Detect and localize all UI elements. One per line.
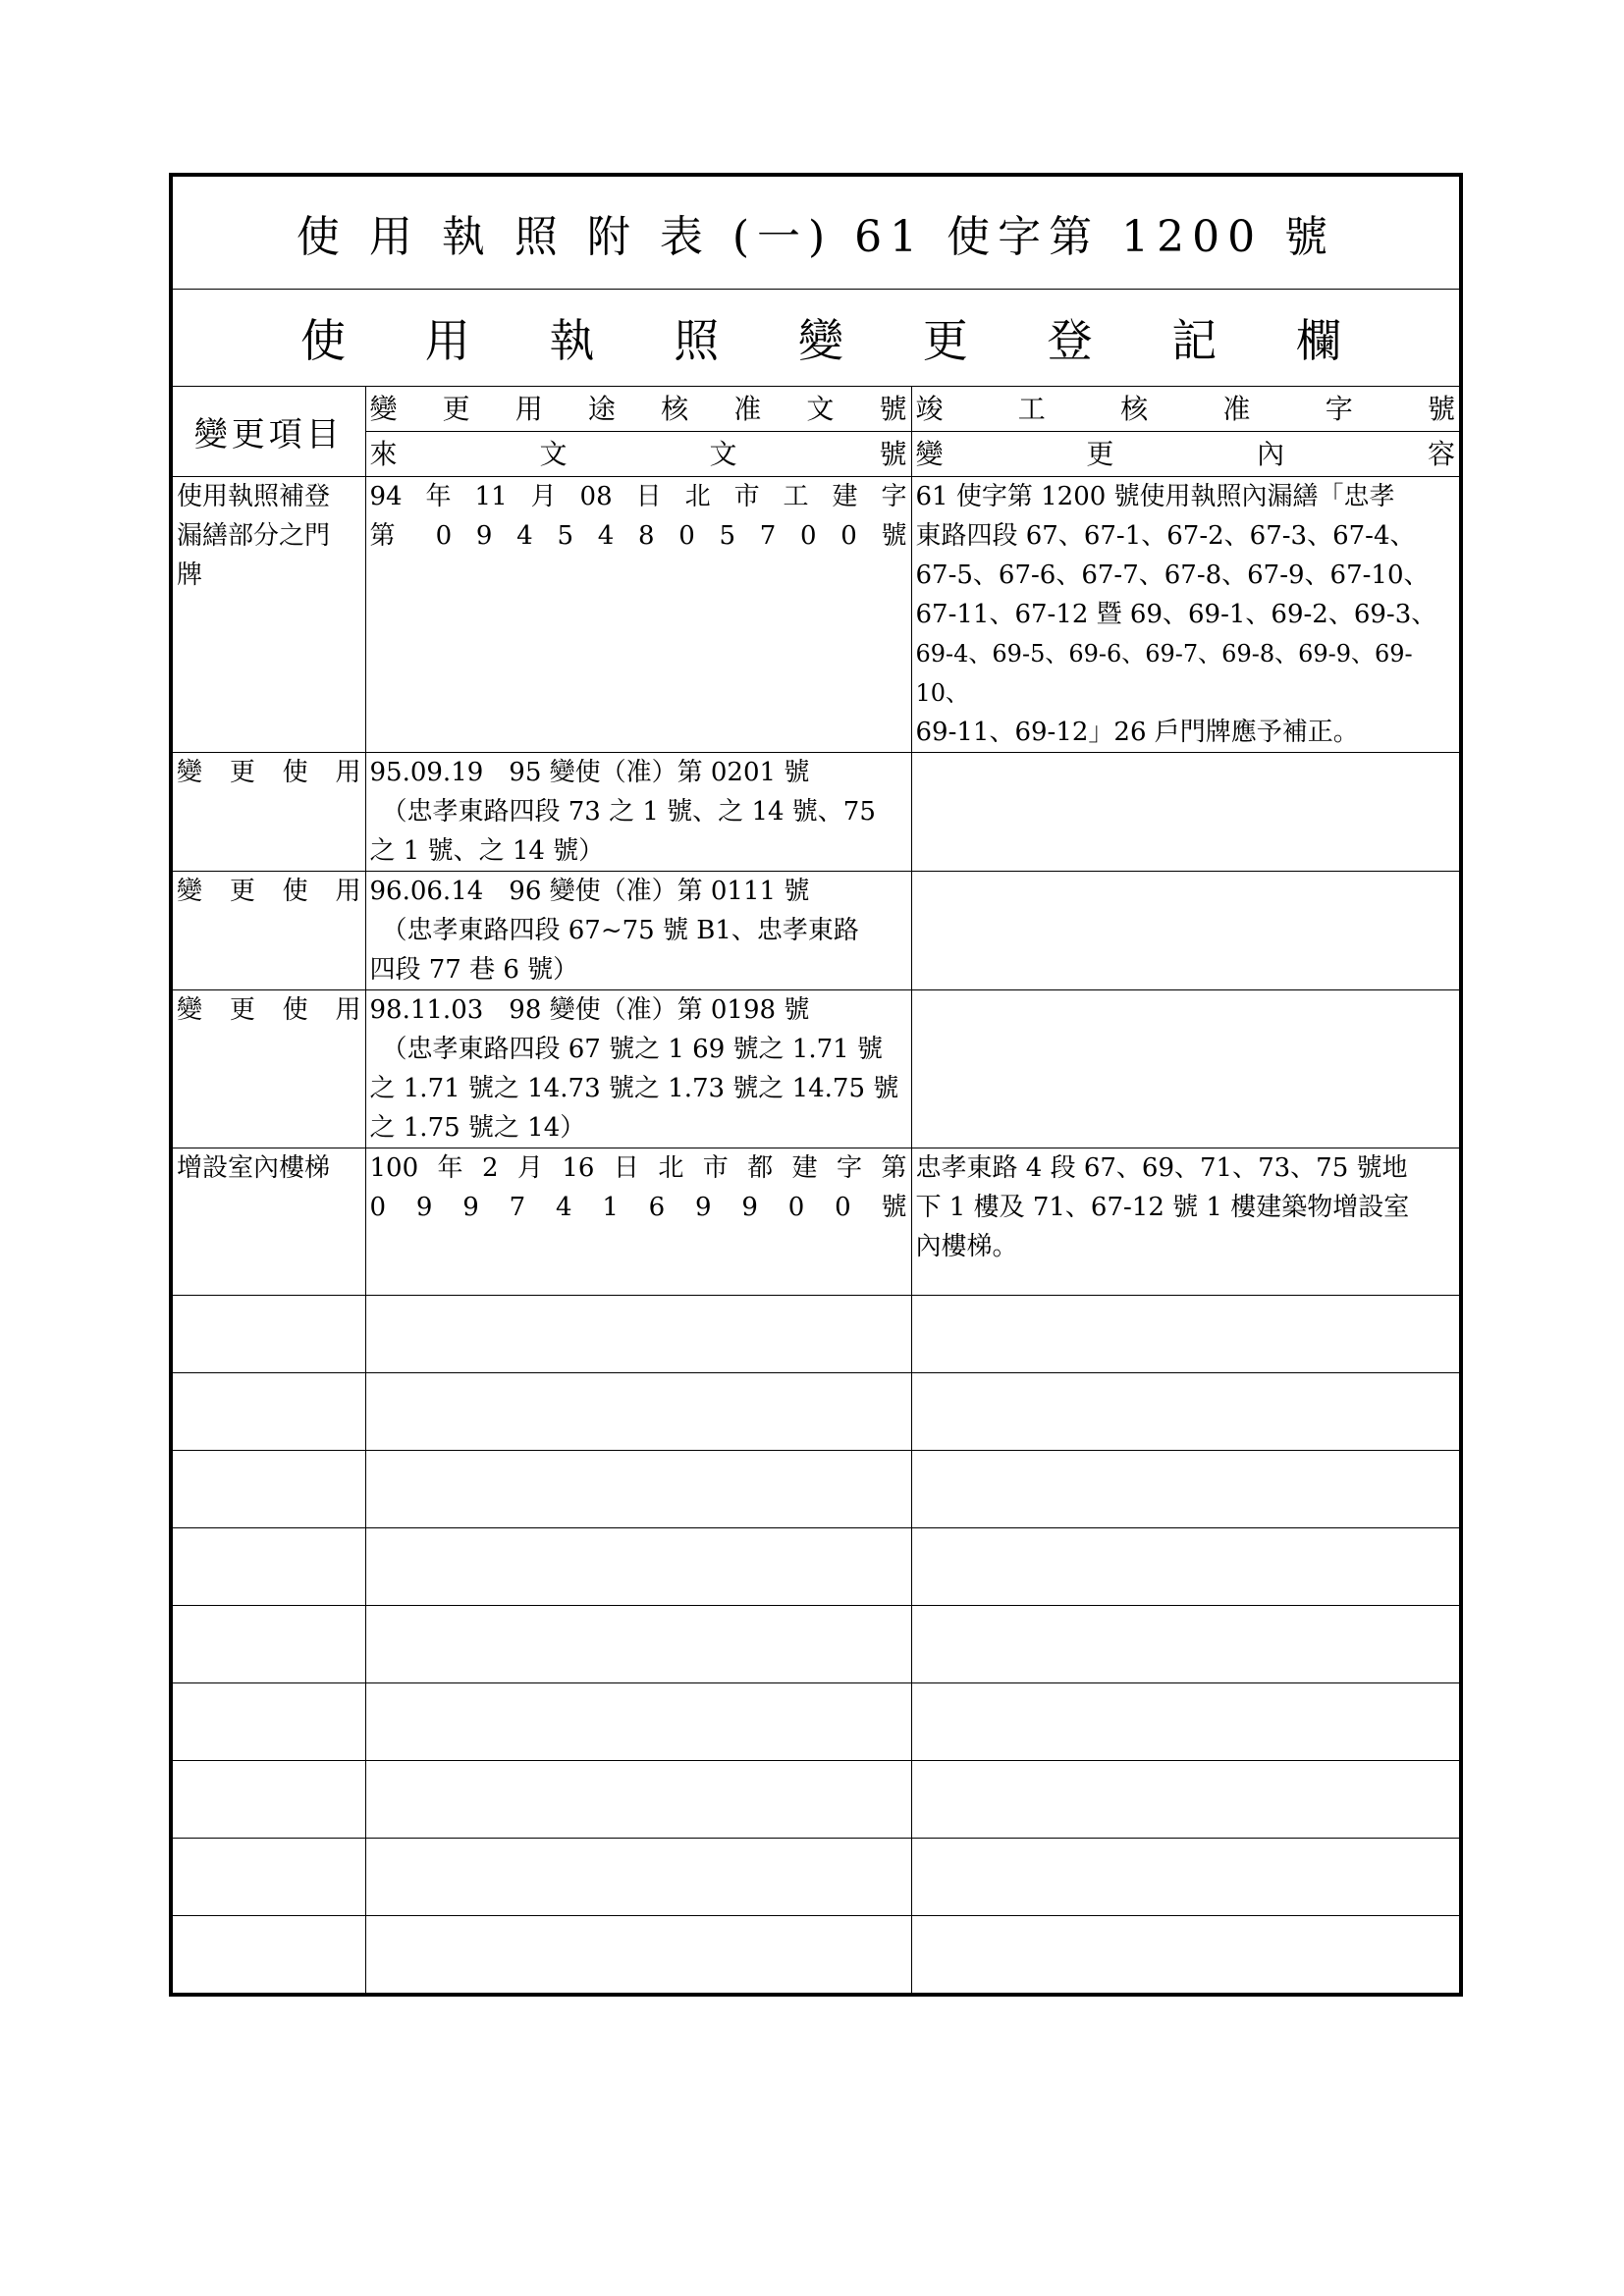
row-change-content [911,1148,1461,1296]
column-header-completion-number [911,387,1461,432]
empty-cell [911,1606,1461,1683]
empty-cell [365,1528,911,1606]
row-item [171,753,365,872]
empty-cell [911,1839,1461,1916]
row-document-number [365,753,911,872]
row-content-line: 東路四段 67、67-1、67-2、67-3、67-4、 [915,521,1416,551]
row-item-line: 牌 [177,561,203,590]
row-content-line: 61 使字第 1200 號使用執照內漏繕「忠孝 [915,482,1395,511]
column-header-approval-number-text: 變更用途核准文號 [369,393,907,425]
row-content-line: 下 1 樓及 71、67-12 號 1 樓建築物增設室 [915,1193,1410,1222]
row-content-line: 67-11、67-12 暨 69、69-1、69-2、69-3、 [915,600,1437,629]
row-document-number [365,477,911,753]
row-item-line: 使用執照補登 [177,482,331,511]
empty-table-row [171,1451,1461,1528]
table-row [171,872,1461,990]
row-document-line: 94年11月08日北市工建字 [369,482,907,511]
row-item-line: 變更使用 [177,995,361,1025]
empty-table-row [171,1373,1461,1451]
empty-cell [171,1451,365,1528]
empty-cell [365,1683,911,1761]
document-title: 使 用 執 照 附 表 (一) 61 使字第 1200 號 [171,175,1461,290]
row-change-content [911,872,1461,990]
row-change-content [911,477,1461,753]
table-row [171,477,1461,753]
row-document-line: （忠孝東路四段 73 之 1 號、之 14 號、75 [381,797,876,827]
row-document-line: 0 9 9 7 4 1 6 9 9 0 0 號 [369,1193,907,1222]
empty-cell [171,1916,365,1996]
row-document-line: 之 1.75 號之 14） [369,1113,586,1143]
row-document-line: 100年2月16日北市都建字第 [369,1153,907,1183]
empty-table-row [171,1528,1461,1606]
column-header-incoming-number-text: 來文文號 [369,438,907,470]
row-item [171,1148,365,1296]
empty-cell [911,1528,1461,1606]
row-document-line: 之 1 號、之 14 號） [369,836,605,866]
empty-cell [171,1839,365,1916]
empty-cell [911,1296,1461,1373]
empty-cell [365,1761,911,1839]
empty-table-row [171,1916,1461,1996]
empty-cell [911,1761,1461,1839]
empty-cell [171,1683,365,1761]
row-document-line: 95.09.19 95 變使（准）第 0201 號 [369,758,810,787]
row-change-content [911,753,1461,872]
empty-cell [171,1373,365,1451]
row-document-number [365,990,911,1148]
empty-cell [911,1916,1461,1996]
row-document-line: （忠孝東路四段 67 號之 1 69 號之 1.71 號 [381,1035,883,1064]
column-header-change-content [911,432,1461,477]
row-document-line: 第 0 9 4 5 4 8 0 5 7 0 0 號 [369,521,907,551]
row-item [171,990,365,1148]
row-document-line: 之 1.71 號之 14.73 號之 1.73 號之 14.75 號 [369,1074,899,1103]
row-item-line: 變更使用 [177,758,361,787]
empty-cell [171,1761,365,1839]
empty-cell [171,1296,365,1373]
row-item-line: 變更使用 [177,877,361,906]
section-header [171,290,1461,387]
empty-table-row [171,1761,1461,1839]
empty-table-row [171,1606,1461,1683]
row-content-line: 忠孝東路 4 段 67、69、71、73、75 號地 [915,1153,1408,1183]
row-document-number [365,872,911,990]
row-item-line: 漏繕部分之門 [177,521,331,551]
row-item-line: 增設室內樓梯 [177,1153,331,1183]
row-document-number [365,1148,911,1296]
row-item [171,477,365,753]
row-content-line: 內樓梯。 [915,1232,1018,1261]
empty-cell [365,1296,911,1373]
row-document-line: 96.06.14 96 變使（准）第 0111 號 [369,877,810,906]
empty-table-row [171,1839,1461,1916]
table-row [171,990,1461,1148]
table-row [171,753,1461,872]
empty-cell [365,1373,911,1451]
empty-cell [171,1606,365,1683]
column-header-incoming-number [365,432,911,477]
empty-cell [911,1683,1461,1761]
empty-table-row [171,1683,1461,1761]
column-header-item: 變更項目 [171,387,365,477]
column-header-change-content-text: 變更內容 [915,438,1456,470]
empty-cell [365,1606,911,1683]
row-document-line: （忠孝東路四段 67~75 號 B1、忠孝東路 [381,916,859,945]
change-registration-table [169,173,1463,1997]
row-content-line: 69-11、69-12」26 戶門牌應予補正。 [915,718,1359,747]
empty-cell [365,1451,911,1528]
empty-cell [365,1916,911,1996]
row-document-line: 四段 77 巷 6 號） [369,955,579,985]
row-document-line: 98.11.03 98 變使（准）第 0198 號 [369,995,810,1025]
column-header-approval-number [365,387,911,432]
row-content-line: 67-5、67-6、67-7、67-8、67-9、67-10、 [915,561,1430,590]
empty-table-row [171,1296,1461,1373]
row-item [171,872,365,990]
column-header-completion-number-text: 竣工核准字號 [915,393,1456,425]
empty-cell [911,1451,1461,1528]
table-row [171,1148,1461,1296]
row-change-content [911,990,1461,1148]
section-header-text: 使用執照變更登記欄 [300,314,1342,367]
empty-cell [365,1839,911,1916]
empty-cell [911,1373,1461,1451]
empty-cell [171,1528,365,1606]
row-content-line: 69-4、69-5、69-6、69-7、69-8、69-9、69-10、 [915,640,1413,707]
